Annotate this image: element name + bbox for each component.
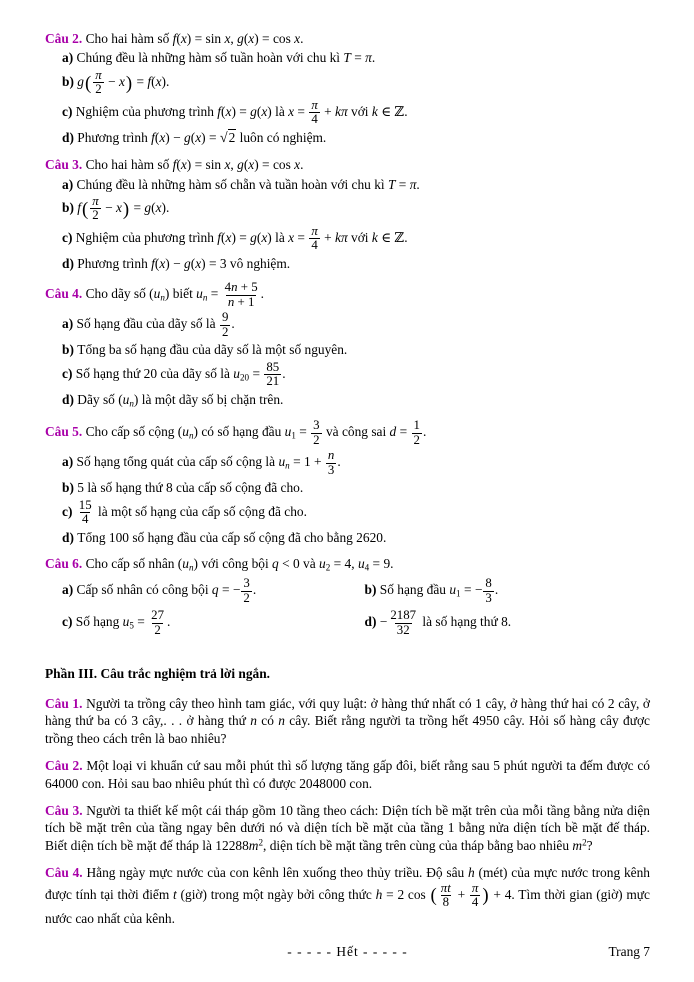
- statement-item: b) f( $\frac{\pi}{2}$ − x) = g(x).: [62, 193, 170, 223]
- fraction-numerator: 3: [243, 576, 250, 591]
- fraction: [264, 361, 281, 389]
- math-variable: u: [153, 286, 161, 302]
- math-variable: f: [151, 129, 155, 145]
- statement-list: [45, 49, 650, 147]
- fraction: [223, 281, 260, 309]
- fraction-denominator: 8: [442, 895, 450, 910]
- radical-sign: √: [219, 129, 228, 146]
- subscript: 4: [364, 562, 370, 573]
- question-stem: Câu 2. Cho hai hàm số f(x) = sin x, g(x) = cos x.: [45, 31, 304, 46]
- math-variable: π: [311, 223, 318, 238]
- statement-item: c) Số hạng $u_5$ = $\frac{27}{2}$ .: [62, 608, 171, 637]
- statement-label: c): [62, 614, 73, 630]
- math-variable: n: [160, 293, 165, 304]
- math-variable: f: [217, 103, 222, 119]
- math-variable: kπ: [335, 230, 348, 246]
- math-variable: x: [155, 200, 162, 216]
- math-variable: u: [284, 424, 292, 440]
- math-variable: x: [294, 157, 301, 173]
- subscript: 1: [291, 430, 296, 441]
- page-number: Trang 7: [608, 943, 650, 959]
- part3-heading: Phần III. Câu trắc nghiệm trả lời ngắn.: [45, 666, 271, 682]
- math-variable: n: [129, 398, 134, 409]
- subscript: 20: [239, 372, 250, 383]
- question-stem: Câu 4. Cho dãy số $(u_n)$ biết $u_n$ = $\frac{4n + 5}{n + 1}$ .: [45, 280, 265, 309]
- fraction-denominator: 2: [95, 82, 102, 97]
- fraction-numerator: [326, 449, 336, 463]
- statement-label: d): [364, 614, 377, 630]
- fraction-numerator: 8: [485, 576, 492, 591]
- math-variable: m: [572, 837, 583, 853]
- question-label: Câu 3.: [45, 157, 83, 173]
- math-variable: k: [371, 230, 378, 246]
- statement-list: [45, 449, 650, 546]
- fraction-numerator: [309, 99, 319, 113]
- question: [45, 30, 650, 147]
- statement-item: d) Phương trình f(x) − g(x) = 3 vô nghiệm.: [62, 255, 291, 271]
- fraction-denominator: 4: [311, 238, 318, 253]
- math-variable: q: [272, 556, 279, 572]
- subscript: [203, 293, 208, 303]
- math-variable: x: [195, 255, 202, 271]
- math-variable: u: [449, 582, 457, 598]
- fraction-numerator: 4n + 5: [224, 280, 258, 295]
- statement-item: b) Số hạng đầu $u_1$ = − $\frac{8}{3}$ .: [364, 576, 499, 605]
- math-variable: n: [227, 294, 235, 309]
- statement-item: a) Chúng đều là những hàm số chẵn và tuần hoàn với chu kì T = π.: [62, 176, 420, 192]
- statement-label: a): [62, 454, 74, 470]
- short-answer-question: Câu 3. Người ta thiết kế một cái tháp gồm 10 tầng theo cách: Diện tích bề mặt trên của mỗi tầng bằng nửa diện tích bề mặt trên của tầng ngay bên dưới nó và diện tích bề mặt của tầng 1 bằng nửa diện tích bề mặt đế tháp. Biết diện tích bề mặt đế tháp là $12288m^2$, diện tích bề mặt tầng trên cùng của tháp bằng bao nhiêu $m^2$?: [45, 802, 650, 853]
- math-variable: g: [250, 230, 257, 246]
- question: [45, 419, 650, 546]
- fraction-denominator: 2: [221, 324, 229, 339]
- statement-label: c): [62, 103, 73, 119]
- question-label: Câu 1.: [45, 695, 83, 711]
- fraction-numerator: 3: [313, 418, 320, 433]
- math-variable: g: [77, 73, 84, 89]
- math-variable: g: [184, 129, 191, 145]
- math-variable: u: [182, 424, 189, 440]
- fraction-numerator: [439, 882, 453, 896]
- part2-questions: [45, 30, 650, 639]
- fraction: [309, 99, 319, 127]
- subscript: [160, 293, 165, 303]
- fraction: [439, 882, 453, 910]
- question: [45, 156, 650, 272]
- math-variable: u: [122, 614, 130, 630]
- math-variable: u: [278, 454, 286, 470]
- math-variable: x: [224, 157, 231, 173]
- statement-list: [45, 311, 650, 410]
- short-answer-question: Câu 4. Hằng ngày mực nước của con kênh lên xuống theo thủy triều. Độ sâu h (mét) của mực nước trong kênh được tính tại thời điểm t (giờ) trong một ngày bởi công thức h = 2 cos ( $\frac{\pi t}{8}$ + $\frac{\pi}{4}$ ) + 4. Tìm thời gian (giờ) mực nước cao nhất của kênh.: [45, 865, 651, 926]
- math-variable: d: [389, 424, 397, 440]
- math-variable: x: [294, 31, 301, 46]
- math-variable: g: [250, 103, 257, 119]
- math-variable: π: [311, 97, 318, 112]
- question-label: Câu 4.: [45, 286, 83, 302]
- math-variable: π: [95, 67, 102, 82]
- fraction: [93, 69, 103, 97]
- statement-item: a) Số hạng tổng quát của cấp số cộng là $u_n = 1$ + $\frac{n}{3}$ .: [62, 448, 341, 477]
- fraction-denominator: 3: [485, 590, 492, 605]
- fraction-denominator: 4: [311, 112, 318, 127]
- question-stem: Câu 5. Cho cấp số cộng $(u_n)$ có số hạng đầu $u_1$ = $\frac{3}{2}$ và công sai d = $\frac{1}{2}$ .: [45, 418, 427, 447]
- fraction-numerator: 1: [413, 418, 420, 433]
- statement-item: d) Dãy số $(u_n)$ là một dãy số bị chặn trên.: [62, 391, 284, 409]
- math-variable: πt: [440, 880, 451, 895]
- statement-item: d) Tổng 100 số hạng đầu của cấp số cộng đã cho bằng 2620.: [62, 529, 387, 545]
- statement-label: a): [62, 582, 74, 598]
- fraction: [77, 499, 94, 527]
- math-variable: n: [285, 460, 290, 471]
- math-variable: x: [159, 129, 166, 145]
- math-variable: π: [365, 50, 372, 66]
- fraction-denominator: 32: [396, 622, 410, 637]
- math-variable: n: [327, 448, 335, 463]
- math-variable: n: [231, 280, 238, 295]
- statement-item: d) Phương trình f(x) − g(x) = √2 luôn có nghiệm.: [62, 129, 327, 146]
- subscript: 1: [456, 589, 461, 600]
- statement-label: b): [364, 582, 377, 598]
- fraction-numerator: [93, 69, 103, 83]
- question-label: Câu 6.: [45, 556, 83, 572]
- math-variable: x: [225, 103, 232, 119]
- math-variable: g: [144, 200, 152, 216]
- statement-list: [45, 176, 650, 273]
- question-label: Câu 2.: [45, 758, 83, 774]
- math-variable: u: [196, 286, 203, 302]
- math-variable: x: [248, 31, 255, 46]
- math-variable: n: [188, 562, 194, 573]
- fraction: [220, 311, 230, 339]
- fraction: [483, 577, 493, 605]
- question-stem: Câu 6. Cho cấp số nhân $(u_n)$ với công bội q < 0 và $u_2 = 4$, $u_4 = 9$.: [45, 556, 394, 573]
- fraction-numerator: 9: [221, 310, 229, 325]
- math-variable: u: [357, 556, 365, 572]
- math-variable: u: [319, 556, 326, 572]
- math-variable: h: [375, 886, 383, 902]
- math-variable: π: [409, 176, 417, 192]
- fraction-denominator: 3: [327, 462, 335, 477]
- math-variable: x: [180, 31, 187, 46]
- statement-item: c) Số hạng thứ 20 của dãy số là $u_{20}$ = $\frac{85}{21}$ .: [62, 359, 286, 389]
- statement-item: c) Nghiệm của phương trình f(x) = g(x) là x = $\frac{\pi}{4}$ + kπ với k ∈ ℤ.: [62, 223, 408, 253]
- math-variable: kπ: [335, 103, 348, 119]
- statement-label: c): [62, 503, 73, 519]
- statement-item: b) g( $\frac{\pi}{2}$ − x) = f(x).: [62, 67, 170, 97]
- math-variable: t: [173, 886, 177, 902]
- math-variable: f: [172, 157, 177, 173]
- math-variable: x: [159, 255, 166, 271]
- math-variable: g: [184, 255, 191, 271]
- fraction: [311, 419, 321, 447]
- math-variable: x: [288, 103, 295, 119]
- statement-label: a): [62, 316, 74, 332]
- math-variable: f: [147, 73, 152, 89]
- fraction-numerator: [309, 225, 319, 239]
- math-variable: g: [237, 31, 244, 46]
- math-variable: π: [471, 880, 479, 895]
- supscript: 2: [258, 837, 264, 848]
- statement-label: a): [62, 176, 74, 192]
- statement-item: c) Nghiệm của phương trình f(x) = g(x) là x = $\frac{\pi}{4}$ + kπ với k ∈ ℤ.: [62, 97, 408, 127]
- math-variable: T: [343, 50, 351, 66]
- math-variable: π: [92, 193, 99, 208]
- fraction: [412, 419, 422, 447]
- fraction: [470, 882, 480, 910]
- statement-item: a) Số hạng đầu của dãy số là $\frac{9}{2}$ .: [62, 310, 235, 339]
- question-label: Câu 5.: [45, 424, 83, 440]
- subscript: [285, 461, 290, 471]
- subscript: 5: [129, 621, 134, 632]
- statement-label: b): [62, 342, 74, 358]
- math-variable: q: [211, 582, 219, 598]
- subscript: [189, 431, 194, 441]
- fraction-numerator: 15: [78, 497, 92, 512]
- fraction-denominator: 4: [81, 512, 89, 527]
- statement-label: d): [62, 129, 74, 145]
- math-variable: x: [224, 31, 231, 46]
- fraction-numerator: 85: [266, 359, 280, 374]
- fraction: [241, 577, 251, 605]
- math-variable: x: [195, 129, 202, 145]
- fraction: [309, 225, 319, 253]
- fraction-numerator: [90, 195, 100, 209]
- math-variable: n: [250, 713, 257, 729]
- statement-label: d): [62, 529, 74, 545]
- question-stem: Câu 3. Cho hai hàm số f(x) = sin x, g(x) = cos x.: [45, 157, 304, 173]
- math-variable: x: [118, 73, 125, 89]
- fraction: [149, 609, 166, 637]
- statement-item: a) Chúng đều là những hàm số tuần hoàn với chu kì T = π.: [62, 50, 376, 66]
- math-variable: n: [278, 713, 285, 729]
- math-variable: x: [155, 73, 162, 89]
- statement-label: d): [62, 255, 74, 271]
- fraction-numerator: [470, 882, 480, 896]
- statement-item: d) − $\frac{2187}{32}$ là số hạng thứ 8.: [364, 608, 512, 637]
- radicand: 2: [228, 129, 236, 145]
- subscript: [129, 398, 134, 408]
- statement-item: b) 5 là số hạng thứ 8 của cấp số cộng đã cho.: [62, 480, 304, 496]
- fraction-denominator: 21: [266, 374, 280, 389]
- fraction-denominator: 2: [154, 622, 161, 637]
- square-root: [220, 130, 236, 145]
- question: [45, 555, 650, 639]
- short-answer-question: Câu 1. Người ta trồng cây theo hình tam giác, với quy luật: ở hàng thứ nhất có 1 cây, ở hàng thứ hai có 2 cây, ở hàng thứ ba có 3 cây,. . . ở hàng thứ n có n cây. Biết rằng người ta trồng hết 4950 cây. Hỏi số hàng cây được trồng theo cách trên là bao nhiêu?: [45, 695, 650, 746]
- math-variable: x: [261, 103, 268, 119]
- fraction-denominator: 2: [313, 432, 320, 447]
- subscript: [189, 563, 194, 573]
- statement-label: d): [62, 391, 74, 407]
- part3-questions: [45, 695, 650, 927]
- subscript: 2: [325, 562, 331, 573]
- math-variable: u: [182, 556, 189, 572]
- math-variable: x: [180, 157, 187, 173]
- statement-label: a): [62, 50, 74, 66]
- math-variable: k: [371, 103, 378, 119]
- statement-label: c): [62, 365, 73, 381]
- math-variable: f: [77, 200, 82, 216]
- statement-label: b): [62, 73, 74, 89]
- statement-label: b): [62, 480, 74, 496]
- statement-list: [45, 575, 650, 639]
- question: [45, 281, 650, 410]
- statement-label: c): [62, 230, 73, 246]
- statement-item: a) Cấp số nhân có công bội q = − $\frac{3}{2}$ .: [62, 576, 257, 605]
- fraction-denominator: 2: [413, 432, 420, 447]
- math-variable: x: [225, 230, 232, 246]
- fraction: [90, 195, 100, 223]
- question-label: Câu 2.: [45, 31, 83, 46]
- math-variable: x: [248, 157, 255, 173]
- supscript: 2: [582, 837, 587, 848]
- math-variable: u: [233, 365, 240, 381]
- fraction-numerator: 2187: [390, 608, 417, 623]
- math-variable: n: [202, 293, 208, 304]
- math-variable: T: [388, 176, 396, 192]
- math-variable: u: [122, 391, 130, 407]
- fraction-denominator: n + 1: [227, 294, 255, 309]
- end-marker: - - - - - Hết - - - - -: [287, 944, 408, 960]
- math-variable: x: [115, 200, 122, 216]
- math-variable: n: [188, 430, 194, 441]
- math-variable: h: [468, 865, 475, 881]
- fraction-denominator: 2: [243, 590, 250, 605]
- fraction: [326, 449, 336, 477]
- question-label: Câu 3.: [45, 802, 83, 818]
- math-variable: x: [288, 230, 295, 246]
- question-label: Câu 4.: [45, 865, 83, 881]
- math-variable: m: [248, 837, 259, 853]
- statement-item: b) Tổng ba số hạng đầu của dãy số là một số nguyên.: [62, 342, 348, 358]
- fraction-denominator: 2: [92, 208, 99, 223]
- statement-item: c) $\frac{15}{4}$ là một số hạng của cấp số cộng đã cho.: [62, 497, 307, 527]
- fraction-denominator: 4: [471, 895, 479, 910]
- short-answer-question: Câu 2. Một loại vi khuẩn cứ sau mỗi phút thì số lượng tăng gấp đôi, biết rằng sau 5 phút người ta đếm được có 64000 con. Hỏi sau bao nhiêu phút thì có được 2048000 con.: [45, 758, 650, 791]
- math-variable: f: [217, 230, 222, 246]
- fraction: [388, 609, 418, 637]
- math-variable: x: [261, 230, 268, 246]
- fraction-numerator: 27: [151, 608, 165, 623]
- math-variable: f: [151, 255, 155, 271]
- math-variable: g: [237, 157, 244, 173]
- statement-label: b): [62, 200, 74, 216]
- math-variable: f: [172, 31, 177, 46]
